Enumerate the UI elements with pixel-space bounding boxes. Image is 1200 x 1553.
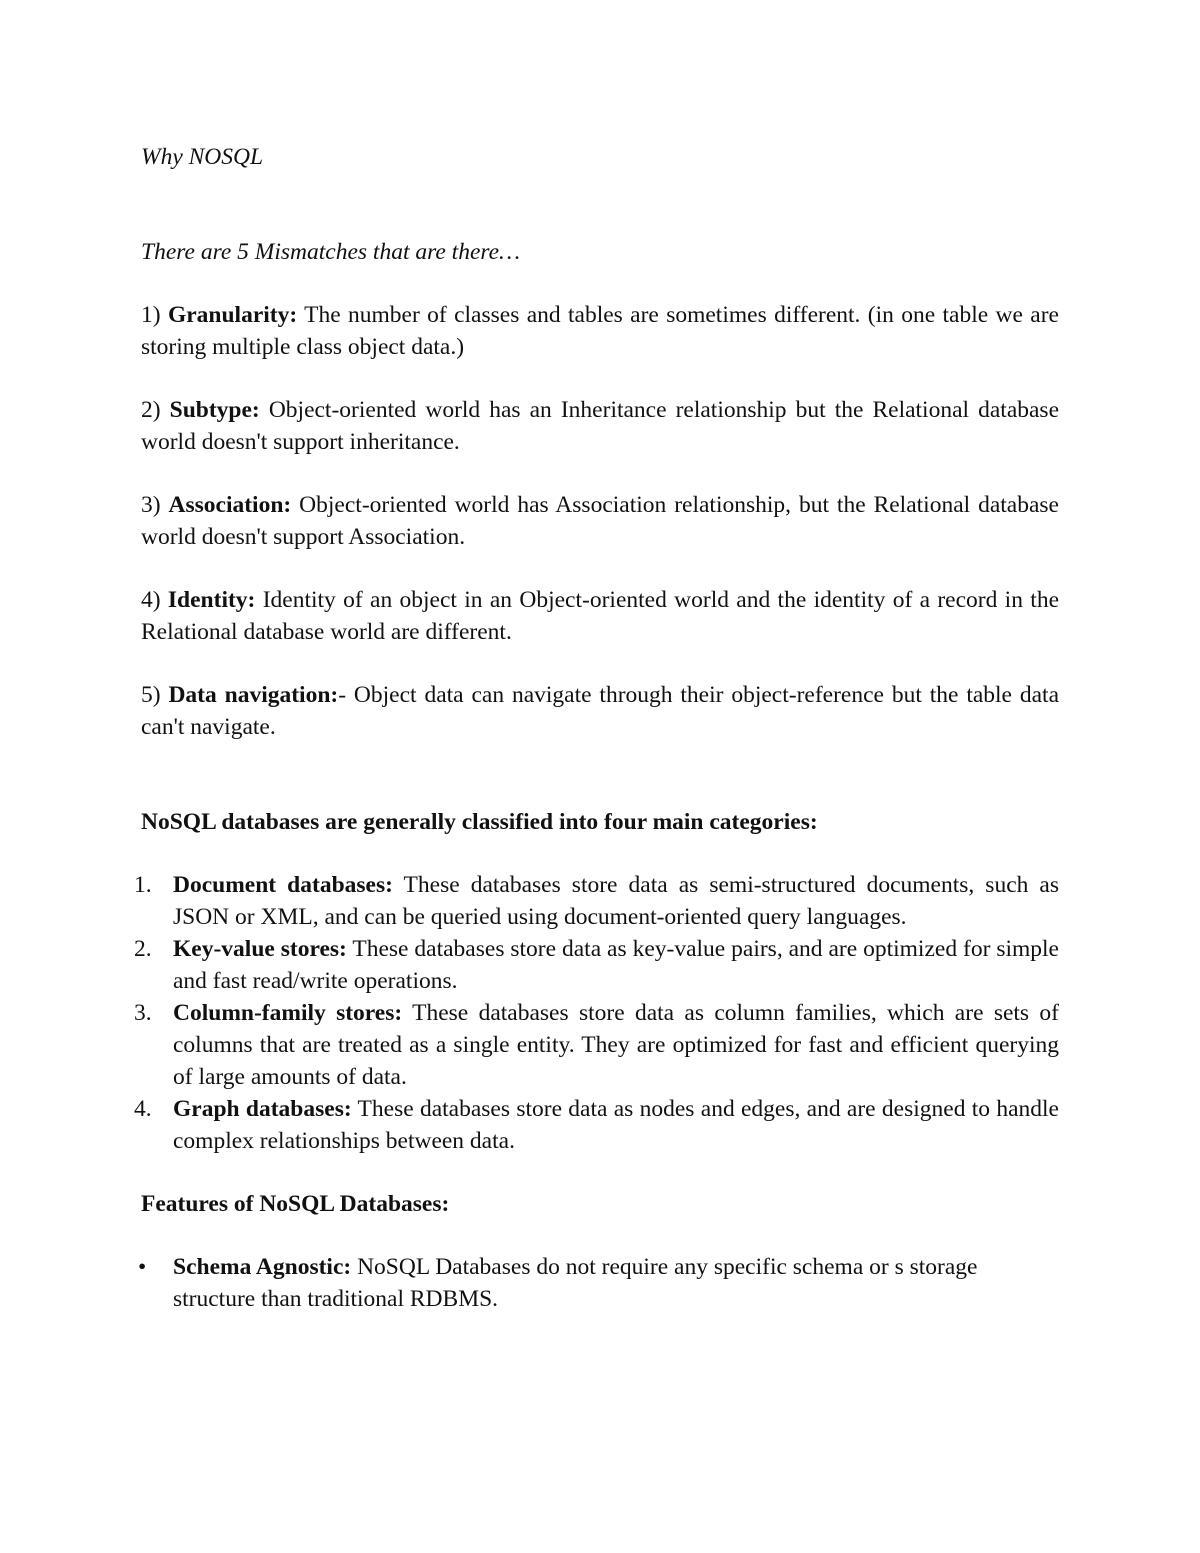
category-number: 4. <box>134 1096 152 1122</box>
feature-text: NoSQL Databases do not require any specific schema or s storage structure than traditional RDBMS. <box>173 1254 978 1312</box>
category-text: These databases store data as column families, which are sets of columns that are treated as a single entity. They are optimized for fast and efficient querying of large amounts of data. <box>173 1000 1059 1090</box>
category-item-graph <box>134 1093 1059 1157</box>
category-term: Graph databases: <box>173 1096 352 1122</box>
mismatch-term: Granularity: <box>167 302 298 328</box>
mismatch-term: Association: <box>168 492 292 518</box>
category-item-document <box>134 869 1059 933</box>
document-title: Why NOSQL <box>141 144 264 170</box>
mismatch-item-granularity <box>141 299 1059 363</box>
mismatch-text: - Object data can navigate through their object-reference but the table data can't navigate. <box>141 682 1060 740</box>
mismatch-number: 2) <box>141 397 161 423</box>
mismatch-number: 4) <box>141 587 161 613</box>
mismatch-term: Subtype: <box>169 397 260 423</box>
mismatch-text: The number of classes and tables are sometimes different. (in one table we are storing multiple class object data.) <box>141 302 1059 360</box>
mismatch-item-association <box>141 489 1059 553</box>
mismatch-text: Identity of an object in an Object-oriented world and the identity of a record in the Relational database world are different. <box>141 587 1059 645</box>
feature-item-schema-agnostic <box>138 1251 1059 1315</box>
category-term: Document databases: <box>173 872 393 898</box>
mismatch-text: Object-oriented world has Association relationship, but the Relational database world doesn't support Association. <box>141 492 1059 550</box>
features-heading: Features of NoSQL Databases: <box>141 1191 450 1217</box>
mismatch-text: Object-oriented world has an Inheritance relationship but the Relational database world doesn't support inheritance. <box>141 397 1059 455</box>
category-term: Column-family stores: <box>173 1000 403 1026</box>
category-text: These databases store data as key-value pairs, and are optimized for simple and fast read/write operations. <box>173 936 1059 994</box>
mismatch-item-data-navigation <box>141 679 1059 743</box>
mismatch-term: Identity: <box>167 587 256 613</box>
category-term: Key-value stores: <box>173 936 347 962</box>
category-text: These databases store data as nodes and edges, and are designed to handle complex relationships between data. <box>173 1096 1059 1154</box>
mismatch-number: 3) <box>141 492 161 518</box>
category-item-key-value <box>134 933 1059 997</box>
mismatch-list <box>141 299 1059 743</box>
categories-list <box>134 869 1059 1157</box>
mismatch-number: 1) <box>141 302 161 328</box>
mismatch-item-identity <box>141 584 1059 648</box>
feature-term: Schema Agnostic: <box>173 1254 352 1280</box>
category-number: 1. <box>134 872 152 898</box>
categories-heading: NoSQL databases are generally classified into four main categories: <box>141 809 818 835</box>
intro-line: There are 5 Mismatches that are there… <box>141 239 520 265</box>
mismatch-item-subtype <box>141 394 1059 458</box>
category-item-column-family <box>134 997 1059 1093</box>
category-text: These databases store data as semi-structured documents, such as JSON or XML, and can be queried using document-oriented query languages. <box>173 872 1059 930</box>
features-list <box>138 1251 1059 1315</box>
bullet-icon: • <box>138 1254 147 1280</box>
category-number: 2. <box>134 936 152 962</box>
document-page <box>134 141 1060 1315</box>
mismatch-term: Data navigation: <box>168 682 339 708</box>
mismatch-number: 5) <box>141 682 161 708</box>
category-number: 3. <box>134 1000 152 1026</box>
